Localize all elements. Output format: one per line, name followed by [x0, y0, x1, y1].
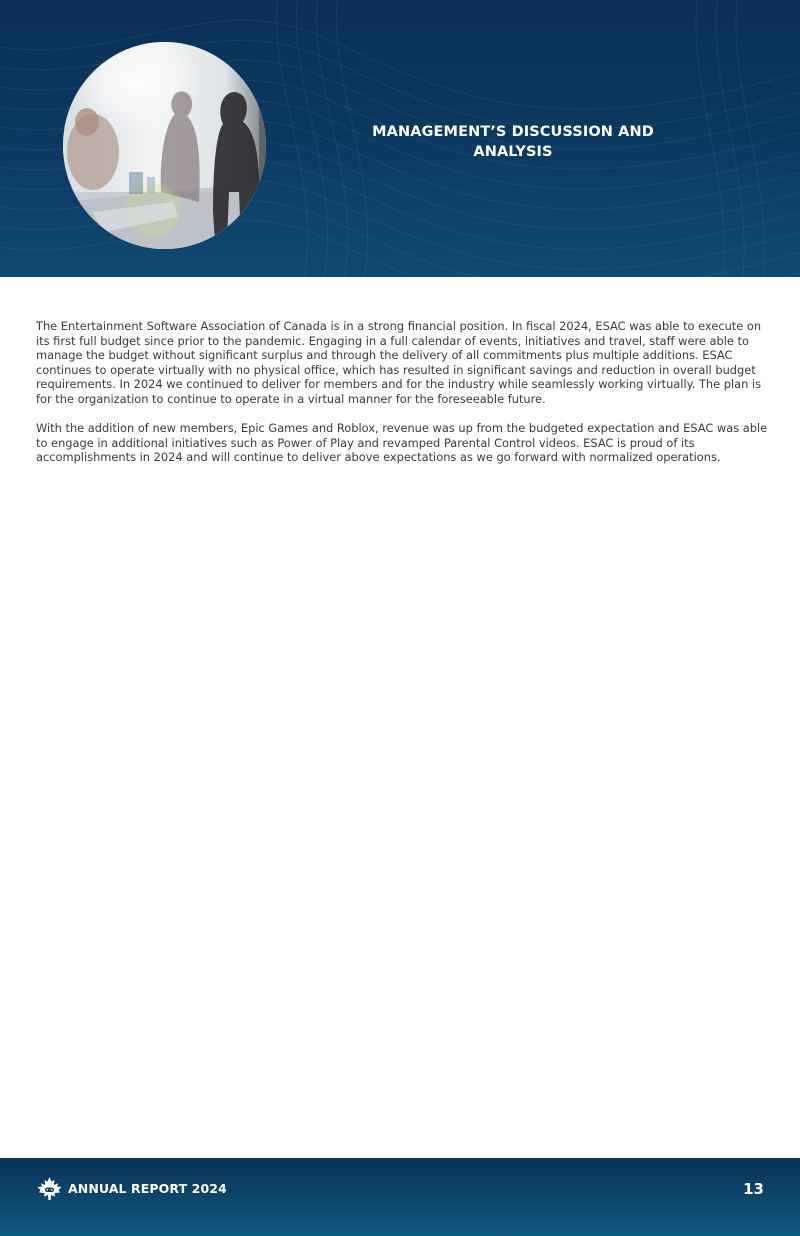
maple-leaf-controller-icon — [36, 1176, 63, 1201]
page-header — [0, 0, 800, 277]
paragraph-financial-position: The Entertainment Software Association of Canada is in a strong financial position. In fiscal 2024, ESAC was able to execute on its first full budget since prior to the pandemic. Engaging in a full calendar of events, initiatives and travel, staff were able to manage the budget without significant surplus and through the delivery of all commitments plus multiple additions. ESAC continues to operate virtually with no physical office, which has resulted in significant savings and reduction in overall budget requirements. In 2024 we continued to deliver for members and for the industry while seamlessly working virtually. The plan is for the organization to continue to operate in a virtual manner for the foreseeable future. — [36, 319, 762, 406]
page-number: 13 — [743, 1180, 764, 1198]
paragraph-new-members: With the addition of new members, Epic Games and Roblox, revenue was up from the budgeted expectation and ESAC was able to engage in additional initiatives such as Power of Play and revamped Parental Control videos. ESAC is proud of its accomplishments in 2024 and will continue to deliver above expectations as we go forward with normalized operations. — [36, 421, 768, 465]
footer-report-label: ANNUAL REPORT 2024 — [68, 1181, 227, 1196]
page-footer — [0, 1158, 800, 1236]
meeting-photo-icon — [63, 42, 266, 249]
page-title: MANAGEMENT’S DISCUSSION AND ANALYSIS — [372, 124, 654, 160]
body-content — [36, 319, 768, 480]
